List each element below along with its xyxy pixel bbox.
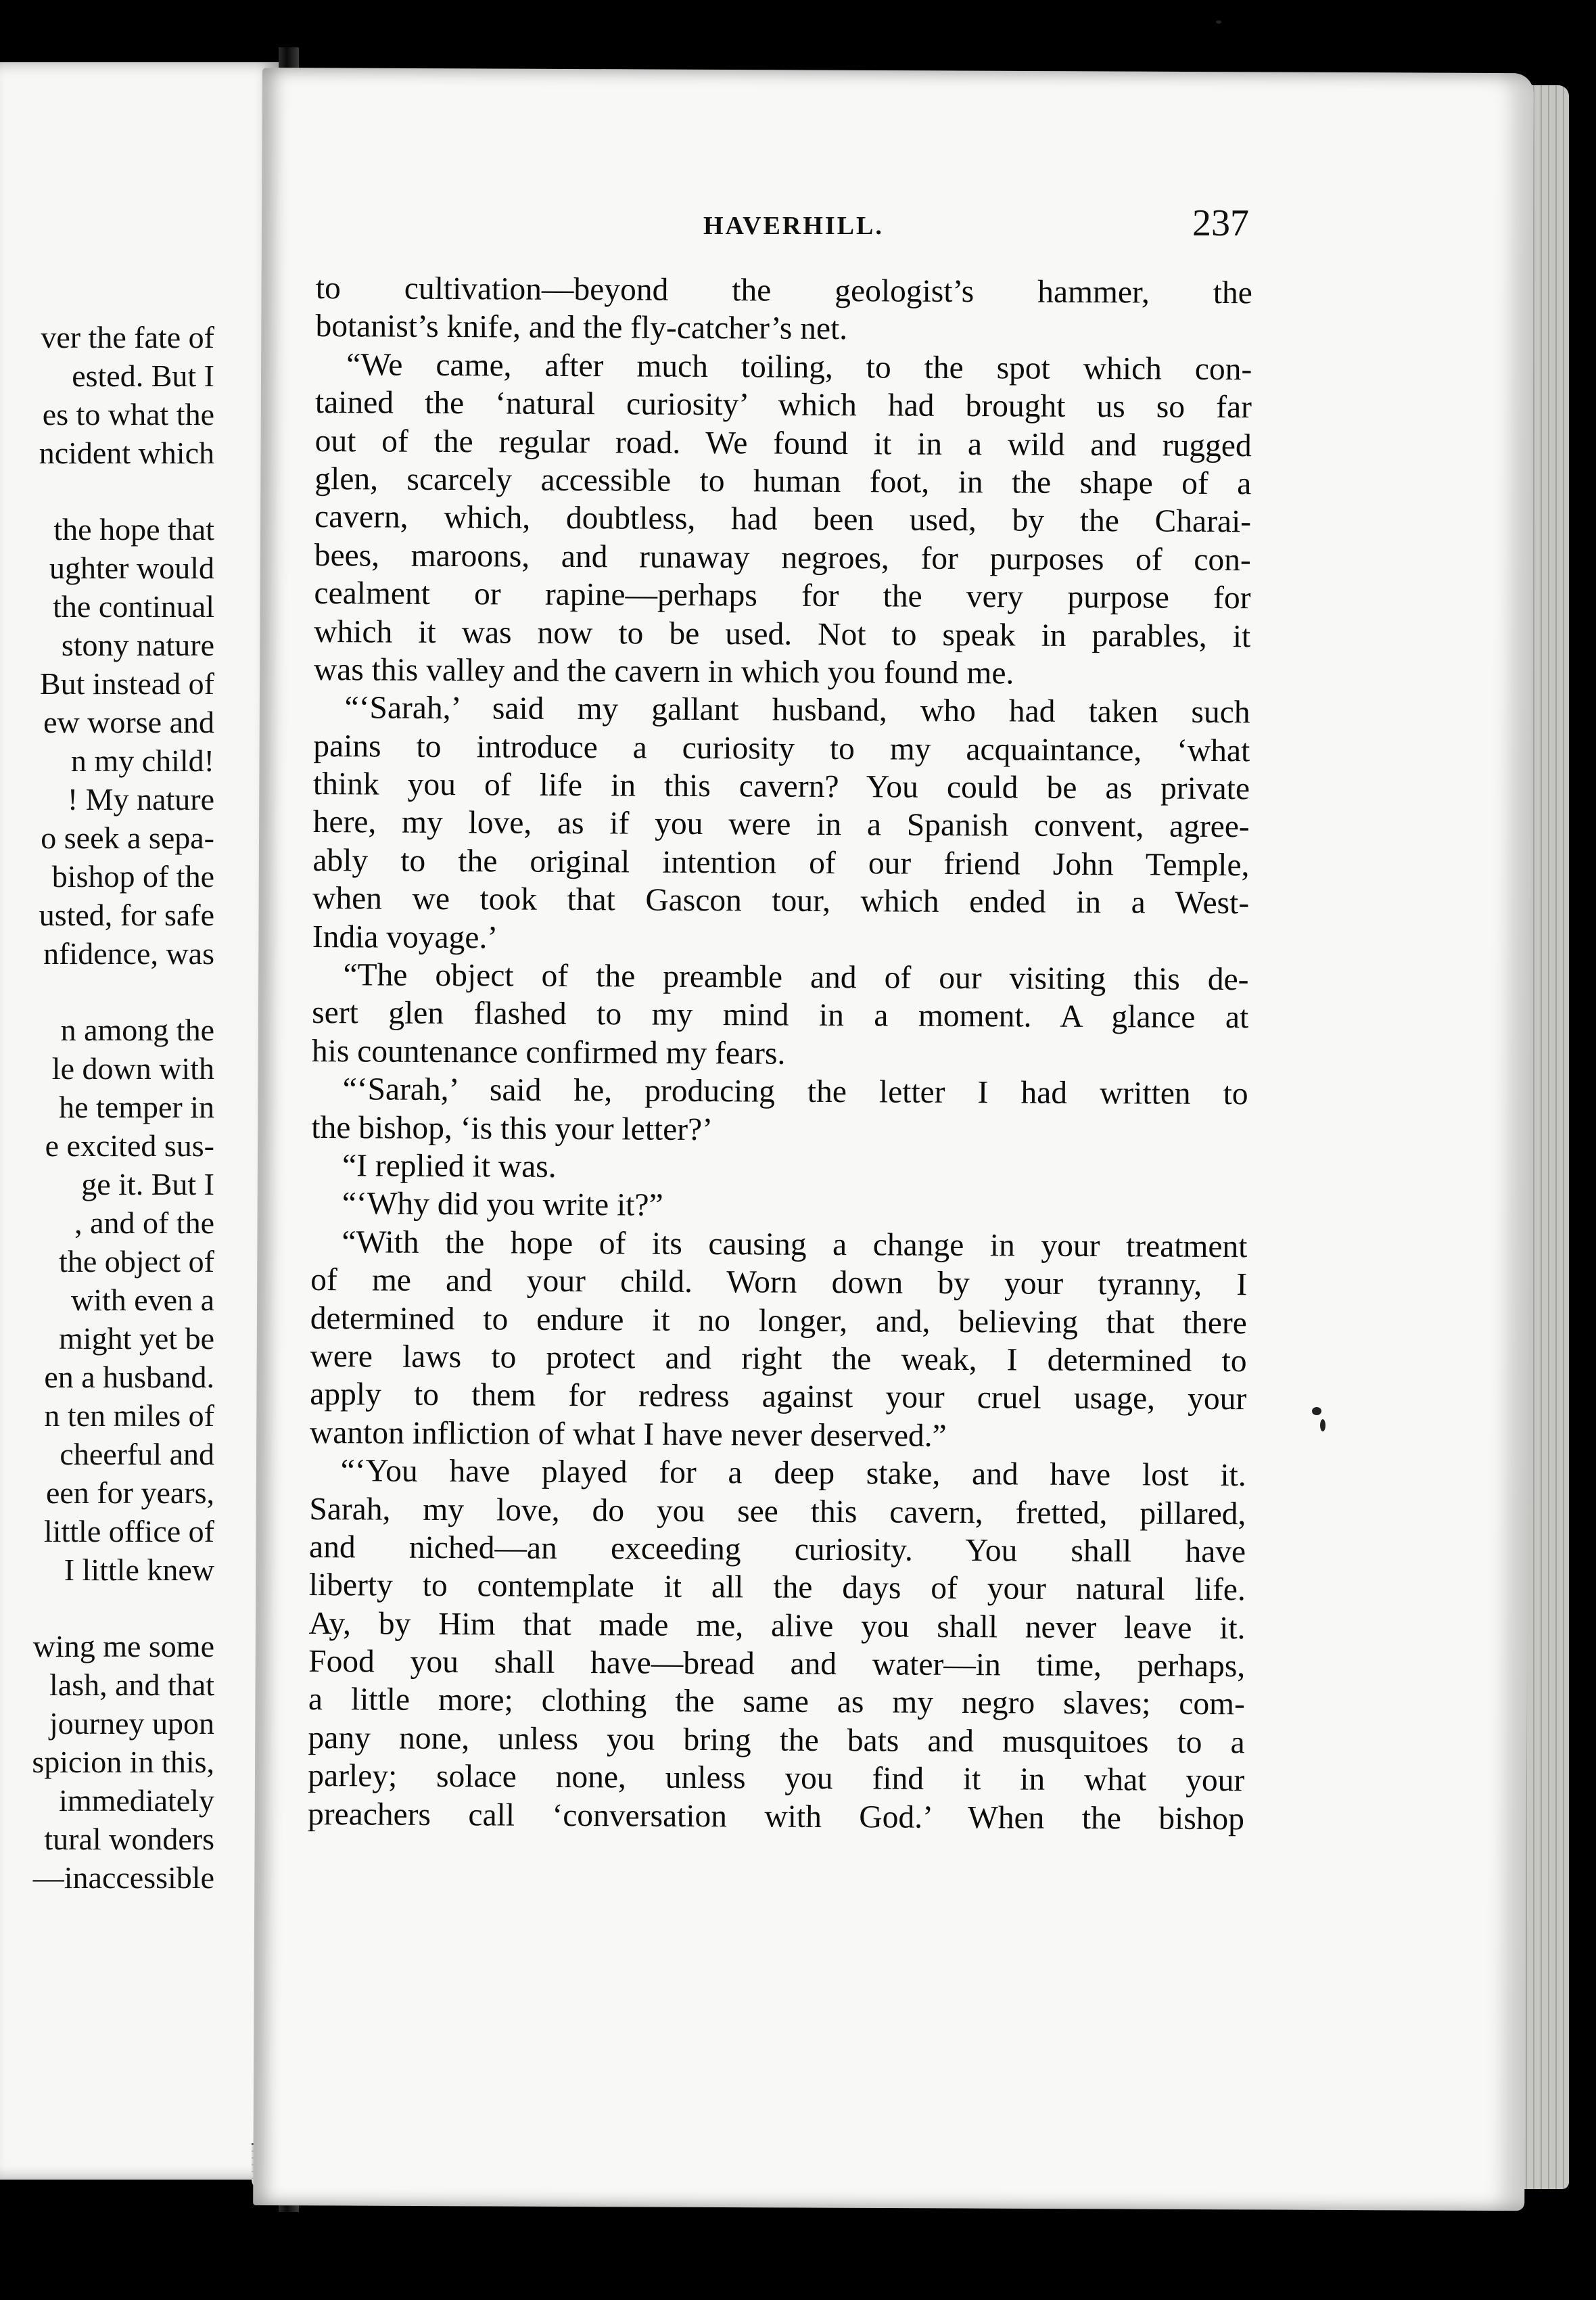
- page-number: 237: [1192, 202, 1249, 244]
- facing-page-line: o seek a sepa-: [41, 821, 214, 855]
- facing-page-line: ew worse and: [43, 705, 214, 739]
- facing-page-line: tural wonders: [44, 1822, 214, 1856]
- scan-speck: [1320, 1419, 1325, 1431]
- facing-page-line: e excited sus-: [45, 1128, 214, 1163]
- text-line: here, my love, as if you were in a Spanish convent, agree-: [312, 804, 1250, 845]
- text-line: “With the hope of its causing a change in your treatment: [342, 1224, 1248, 1264]
- text-line: out of the regular road. We found it in a wild and rugged: [314, 423, 1252, 463]
- text-line: “‘Sarah,’ said he, producing the letter I had written to: [342, 1072, 1248, 1112]
- facing-page-line: ver the fate of: [41, 320, 214, 354]
- facing-page-text: [0, 318, 214, 1897]
- text-line: India voyage.’: [312, 919, 498, 956]
- text-line: of me and your child. Worn down by your tyranny, I: [310, 1262, 1248, 1303]
- text-line: apply to them for redress against your cruel usage, your: [310, 1377, 1247, 1417]
- facing-page-line: the object of: [59, 1244, 214, 1279]
- text-line: bees, maroons, and runaway negroes, for purposes of con-: [314, 537, 1251, 578]
- text-line: “‘You have played for a deep stake, and have lost it.: [340, 1453, 1246, 1494]
- facing-page-line: n ten miles of: [44, 1398, 214, 1433]
- text-line: “We came, after much toiling, to the spot which con-: [346, 347, 1252, 388]
- text-line: wanton infliction of what I have never deserved.”: [309, 1414, 947, 1454]
- text-line: to cultivation—beyond the geologist’s hammer, the: [315, 270, 1252, 311]
- facing-page-line: stony nature: [61, 628, 214, 662]
- facing-page-line: cheerful and: [60, 1437, 214, 1471]
- facing-page-line: en a husband.: [44, 1360, 214, 1394]
- facing-page-line: ested. But I: [72, 359, 214, 393]
- text-line: cavern, which, doubtless, had been used, by the Charai-: [314, 499, 1252, 540]
- scan-speck: [1216, 20, 1221, 24]
- text-line: determined to endure it no longer, and, believing that there: [310, 1300, 1247, 1341]
- facing-page-line: I little knew: [64, 1552, 214, 1587]
- facing-page-line: ge it. But I: [81, 1167, 214, 1201]
- facing-page-line: ! My nature: [67, 782, 214, 816]
- text-line: glen, scarcely accessible to human foot, in the shape of a: [314, 461, 1252, 502]
- facing-page-line: een for years,: [45, 1475, 214, 1510]
- body-text: [308, 269, 1252, 1838]
- facing-page-line: wing me some: [32, 1629, 214, 1663]
- text-line: “I replied it was.: [342, 1148, 557, 1184]
- scan-speck: [1312, 1407, 1321, 1415]
- text-line: liberty to contemplate it all the days of your natural life.: [308, 1567, 1246, 1608]
- facing-page-line: with even a: [70, 1283, 214, 1317]
- text-line: Food you shall have—bread and water—in time, perhaps,: [308, 1644, 1246, 1684]
- text-line: think you of life in this cavern? You could be as private: [312, 766, 1250, 807]
- text-line: which it was now to be used. Not to speak in parables, it: [314, 614, 1251, 654]
- text-line: tained the ‘natural curiosity’ which had brought us so far: [314, 385, 1252, 426]
- facing-page-left: [0, 62, 283, 2180]
- text-line: “‘Why did you write it?”: [342, 1186, 663, 1224]
- facing-page-line: he temper in: [59, 1090, 214, 1124]
- text-line: “The object of the preamble and of our visiting this de-: [343, 957, 1249, 998]
- text-line: Sarah, my love, do you see this cavern, fretted, pillared,: [309, 1491, 1246, 1532]
- facing-page-line: usted, for safe: [39, 898, 214, 932]
- facing-page-line: ncident which: [39, 436, 214, 470]
- text-line: were laws to protect and right the weak, I determined to: [310, 1338, 1247, 1379]
- text-line: pains to introduce a curiosity to my acquaintance, ‘what: [313, 728, 1250, 768]
- text-line: a little more; clothing the same as my negro slaves; com-: [308, 1682, 1246, 1722]
- facing-page-line: le down with: [51, 1051, 214, 1086]
- text-line: sert glen flashed to my mind in a moment. A glance at: [312, 995, 1249, 1036]
- facing-page-line: [0, 472, 214, 510]
- facing-page-line: es to what the: [42, 397, 214, 432]
- running-head: HAVERHILL.: [703, 212, 884, 240]
- text-line: and niched—an exceeding curiosity. You shall have: [308, 1529, 1246, 1570]
- text-line: the bishop, ‘is this your letter?’: [311, 1109, 713, 1147]
- text-line: when we took that Gascon tour, which ended in a West-: [312, 881, 1250, 921]
- text-line: preachers call ‘conversation with God.’ When the bishop: [307, 1796, 1245, 1837]
- facing-page-line: spicion in this,: [32, 1745, 214, 1779]
- facing-page-line: bishop of the: [51, 859, 214, 894]
- text-line: cealment or rapine—perhaps for the very purpose for: [314, 576, 1251, 616]
- text-line: parley; solace none, unless you find it in what your: [308, 1758, 1245, 1799]
- facing-page-line: nfidence, was: [43, 936, 214, 971]
- facing-page-line: n my child!: [70, 743, 214, 778]
- facing-page-line: [0, 1589, 214, 1627]
- text-line: pany none, unless you bring the bats and musquitoes to a: [308, 1720, 1245, 1761]
- facing-page-line: little office of: [43, 1514, 214, 1548]
- facing-page-line: But instead of: [39, 666, 214, 701]
- facing-page-line: ughter would: [49, 551, 214, 585]
- facing-page-line: immediately: [59, 1783, 214, 1818]
- text-line: ably to the original intention of our friend John Temple,: [312, 842, 1250, 883]
- facing-page-line: n among the: [60, 1013, 214, 1047]
- facing-page-line: journey upon: [49, 1706, 214, 1741]
- facing-page-line: might yet be: [59, 1321, 214, 1356]
- text-line: Ay, by Him that made me, alive you shall never leave it.: [308, 1605, 1246, 1646]
- text-line: his countenance confirmed my fears.: [311, 1033, 786, 1072]
- text-line: “‘Sarah,’ said my gallant husband, who had taken such: [344, 690, 1250, 731]
- text-line: botanist’s knife, and the fly-catcher’s net.: [315, 308, 848, 347]
- facing-page-line: —inaccessible: [32, 1860, 214, 1895]
- facing-page-line: lash, and that: [49, 1668, 214, 1702]
- facing-page-line: [0, 973, 214, 1011]
- facing-page-line: the continual: [53, 589, 214, 624]
- facing-page-line: , and of the: [74, 1205, 214, 1240]
- text-line: was this valley and the cavern in which you found me.: [313, 651, 1014, 691]
- facing-page-line: the hope that: [53, 512, 214, 547]
